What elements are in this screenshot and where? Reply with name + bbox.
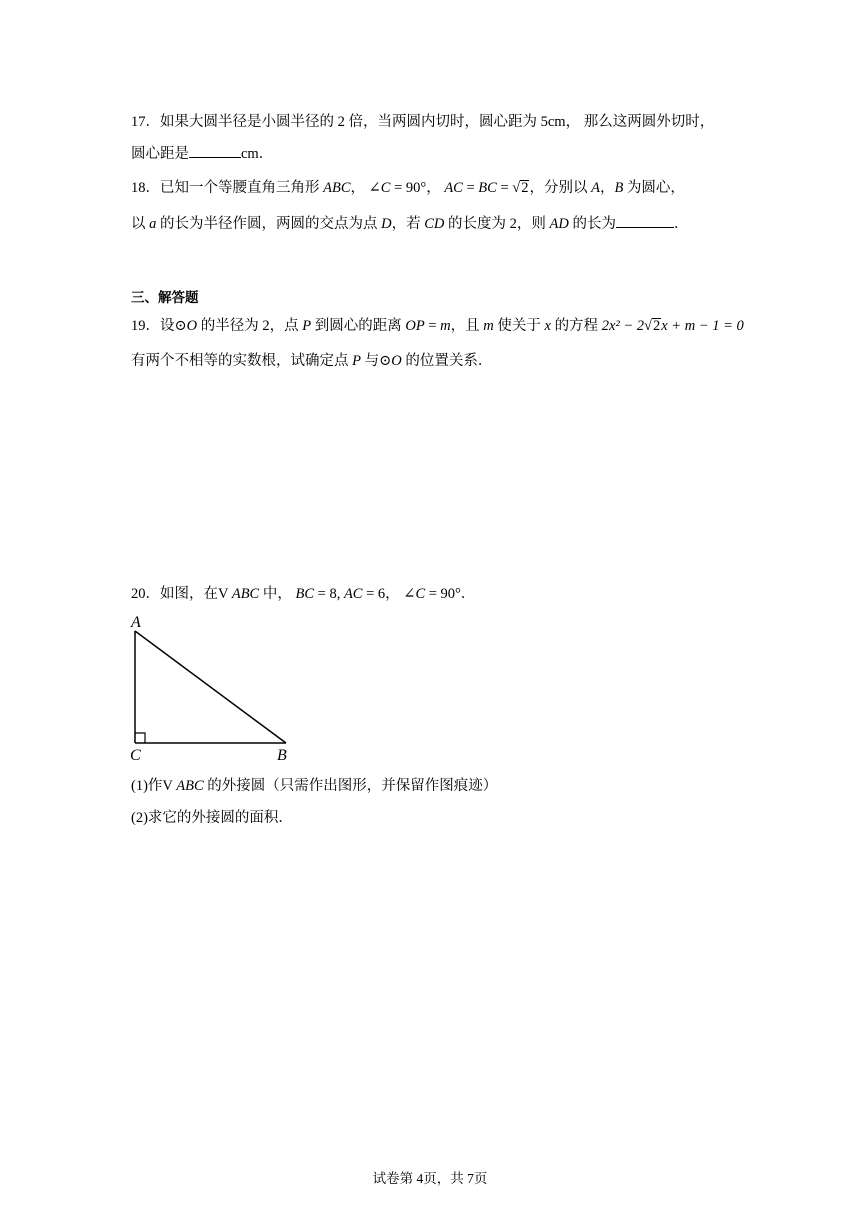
q18-var: AC — [444, 180, 463, 196]
q18-var: C — [380, 180, 391, 196]
q19-text: = — [424, 318, 441, 334]
q18-text: ，分别以 — [529, 180, 592, 196]
q19-var: m — [440, 318, 451, 334]
q17-suffix: cm． — [241, 146, 274, 162]
section-heading: 三、解答题 — [131, 290, 199, 306]
q18-sqrt-sign: = √ — [496, 180, 521, 196]
q19-text: 使关于 — [493, 318, 545, 334]
q20-var: BC — [295, 586, 315, 602]
q19-sqrt-sign: √ — [644, 318, 652, 334]
q18-sqrt-radicand: 2 — [521, 180, 529, 196]
q20-var: ABC — [231, 586, 260, 602]
q19-var: P — [302, 318, 312, 334]
q19-text: 有两个不相等的实数根，试确定点 — [131, 353, 353, 369]
q20-var: ABC — [176, 778, 204, 794]
q18-var: A — [591, 180, 600, 196]
q19-line2 — [131, 351, 492, 371]
q18-line1 — [131, 178, 685, 198]
q20-line1 — [131, 584, 475, 604]
q19-var: O — [186, 318, 198, 334]
q17-prefix: 圆心距是 — [131, 146, 189, 162]
q18-var: BC — [478, 180, 497, 196]
q18-text: = — [462, 180, 479, 196]
q20-text: 20．如图，在V — [131, 586, 232, 602]
vertex-label-c: C — [130, 747, 141, 764]
q18-text: 以 — [131, 216, 150, 232]
q20-text: = 90°． — [425, 586, 476, 602]
q19-var: O — [391, 353, 402, 369]
q19-equation-part: x + m − 1 = 0 — [661, 318, 744, 334]
q20-part2 — [131, 808, 293, 828]
q20-var: C — [415, 586, 426, 602]
q18-answer-blank[interactable] — [616, 213, 674, 228]
q18-var: B — [614, 180, 624, 196]
side-ab — [135, 631, 286, 743]
q18-text: = 90°， — [390, 180, 445, 196]
q20-text: (2)求它的外接圆的面积． — [131, 810, 293, 826]
q17-line1 — [131, 112, 714, 132]
q19-var: x — [544, 318, 551, 334]
q18-text: 18．已知一个等腰直角三角形 — [131, 180, 324, 196]
q18-text: 的长为 — [568, 216, 616, 232]
q17-answer-blank[interactable] — [189, 143, 241, 158]
q18-line2 — [131, 213, 688, 234]
q19-text: 的半径为 2，点 — [197, 318, 303, 334]
q18-text: 的长度为 2，则 — [444, 216, 550, 232]
q18-var: ABC — [323, 180, 351, 196]
page-footer: 试卷第 4页，共 7页 — [372, 1171, 488, 1186]
triangle-figure — [120, 610, 310, 770]
q17-text: 17．如果大圆半径是小圆半径的 2 倍，当两圆内切时，圆心距为 5cm， 那么这两圆外切时， — [131, 114, 715, 130]
q18-text: ． — [673, 216, 689, 232]
q19-var: OP — [405, 318, 425, 334]
q19-sqrt-radicand: 2 — [652, 318, 661, 334]
q20-text: = 8, — [314, 586, 344, 602]
q18-var: a — [149, 216, 157, 232]
q17-line2 — [131, 143, 273, 164]
right-angle-mark — [135, 733, 145, 743]
q19-var: P — [352, 353, 361, 369]
q19-equation-part: 2x² − 2 — [601, 318, 645, 334]
q18-text: 的长为半径作圆，两圆的交点为点 — [156, 216, 382, 232]
q19-text: 的方程 — [550, 318, 602, 334]
q19-text: 19．设⊙ — [131, 318, 187, 334]
q20-text: 中， — [259, 586, 296, 602]
q18-text: ， — [599, 180, 615, 196]
q18-var: D — [381, 216, 392, 232]
q20-text: 的外接圆（只需作出图形，并保留作图痕迹） — [203, 778, 498, 794]
q18-text: 为圆心， — [623, 180, 685, 196]
q18-text: ， ∠ — [350, 180, 381, 196]
vertex-label-a: A — [131, 614, 141, 631]
q20-part1 — [131, 776, 497, 796]
q19-text: 的位置关系． — [401, 353, 493, 369]
q19-text: 与⊙ — [360, 353, 392, 369]
q20-text: (1)作V — [131, 778, 177, 794]
q19-var: m — [483, 318, 494, 334]
q19-text: 到圆心的距离 — [311, 318, 406, 334]
q20-text: = 6， ∠ — [362, 586, 416, 602]
q20-var: AC — [343, 586, 363, 602]
q19-text: ，且 — [450, 318, 484, 334]
vertex-label-b: B — [277, 747, 287, 764]
q18-text: ，若 — [391, 216, 425, 232]
q18-var: AD — [549, 216, 569, 232]
q18-var: CD — [424, 216, 445, 232]
q19-line1 — [131, 316, 744, 336]
